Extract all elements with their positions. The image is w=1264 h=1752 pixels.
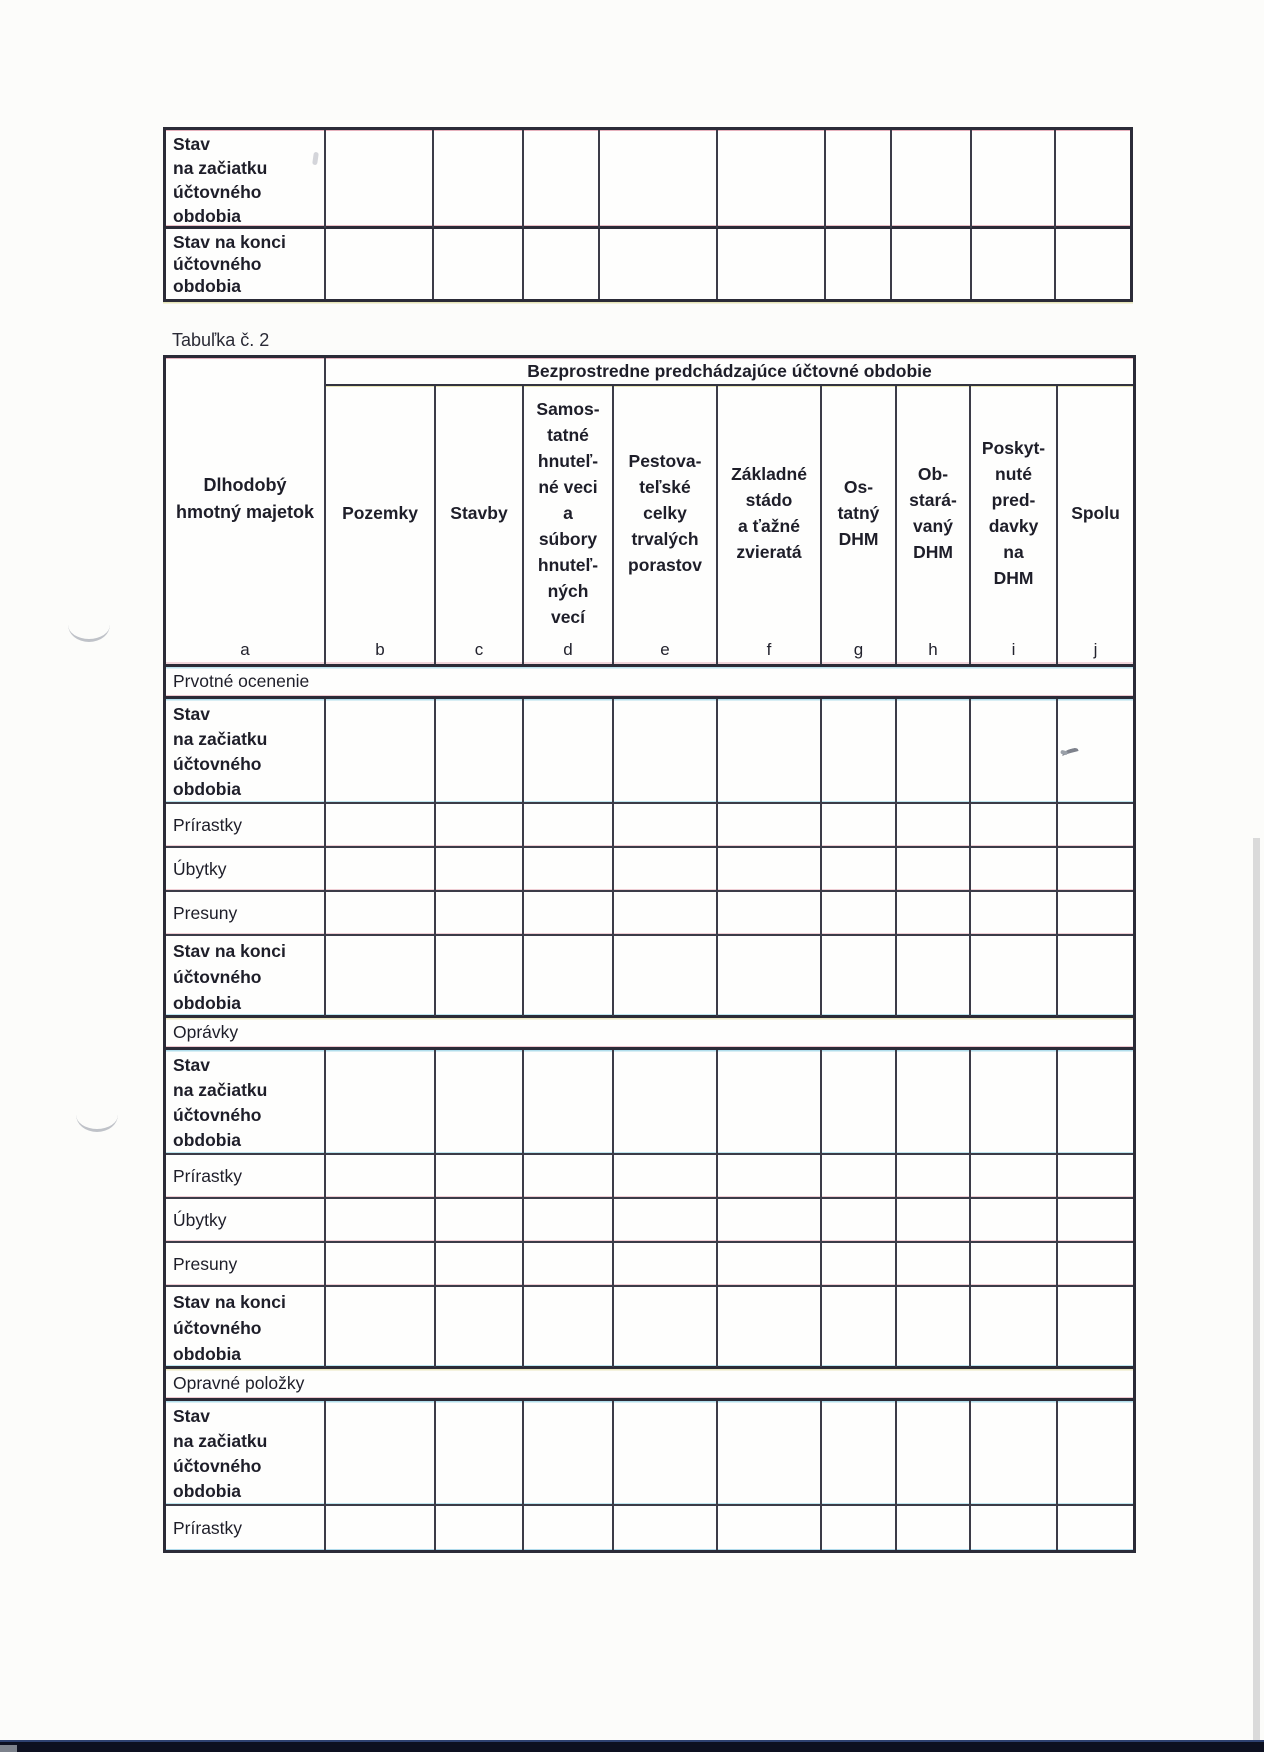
table-row [166, 699, 1133, 804]
empty-data-cell [897, 848, 971, 890]
empty-data-cell [822, 1243, 897, 1285]
empty-data-cell [1056, 130, 1130, 228]
empty-data-cell [897, 1155, 971, 1197]
empty-data-cell [436, 699, 524, 802]
empty-data-cell [897, 1199, 971, 1241]
empty-data-cell [434, 229, 524, 299]
column-headers-row [326, 386, 1133, 664]
empty-data-cell [718, 130, 826, 228]
empty-data-cell [892, 130, 972, 228]
empty-data-cell [1058, 1155, 1133, 1197]
empty-data-cell [718, 1155, 822, 1197]
section-title-row: Opravné položky [166, 1369, 1133, 1401]
column-header-cell [718, 386, 822, 664]
empty-data-cell [971, 892, 1058, 934]
empty-data-cell [524, 848, 614, 890]
empty-data-cell [971, 699, 1058, 802]
empty-data-cell [1058, 1506, 1133, 1550]
column-header-label: Základné stádo a ťažné zvieratá [731, 464, 807, 562]
table-row [166, 1155, 1133, 1199]
empty-data-cell [326, 936, 436, 1016]
empty-data-cell [436, 1199, 524, 1241]
empty-data-cell [971, 936, 1058, 1016]
empty-data-cell [897, 1050, 971, 1153]
empty-data-cell [614, 848, 718, 890]
column-letter: e [660, 640, 670, 659]
empty-data-cell [1058, 1050, 1133, 1153]
column-header-cell [822, 386, 897, 664]
empty-data-cell [614, 1401, 718, 1504]
empty-data-cell [822, 936, 897, 1016]
empty-data-cell [524, 892, 614, 934]
column-header-cell [1058, 386, 1133, 664]
column-header-a-label: Dlhodobý hmotný majetok [175, 475, 315, 522]
empty-data-cell [326, 1401, 436, 1504]
column-letter: j [1093, 640, 1098, 659]
column-header-label: Pozemky [342, 503, 418, 523]
column-letter: d [563, 640, 573, 659]
empty-data-cell [1058, 1243, 1133, 1285]
empty-data-cell [614, 1287, 718, 1367]
empty-data-cell [718, 892, 822, 934]
row-label-cell: Stav na začiatku účtovného obdobia [166, 699, 326, 802]
main-table-header [166, 358, 1133, 667]
column-header-label: Spolu [1071, 503, 1120, 523]
empty-data-cell [614, 936, 718, 1016]
empty-data-cell [971, 848, 1058, 890]
empty-data-cell [718, 848, 822, 890]
empty-data-cell [524, 229, 600, 299]
empty-data-cell [1058, 1401, 1133, 1504]
empty-data-cell [524, 699, 614, 802]
table2-caption: Tabuľka č. 2 [172, 330, 270, 350]
empty-data-cell [822, 892, 897, 934]
period-columns-group [326, 358, 1133, 664]
top-table [163, 127, 1133, 302]
empty-data-cell [326, 1243, 436, 1285]
column-header-cell [436, 386, 524, 664]
empty-data-cell [436, 936, 524, 1016]
empty-data-cell [600, 229, 718, 299]
empty-data-cell [718, 1050, 822, 1153]
empty-data-cell [971, 1506, 1058, 1550]
top-table-body [166, 130, 1130, 299]
empty-data-cell [1058, 804, 1133, 846]
column-letter: f [766, 640, 772, 659]
empty-data-cell [718, 1401, 822, 1504]
empty-data-cell [436, 804, 524, 846]
empty-data-cell [1058, 1199, 1133, 1241]
empty-data-cell [326, 1287, 436, 1367]
empty-data-cell [524, 130, 600, 228]
scan-edge-shadow [1253, 838, 1260, 1743]
empty-data-cell [524, 1243, 614, 1285]
empty-data-cell [822, 1050, 897, 1153]
empty-data-cell [326, 699, 436, 802]
pencil-arc-artifact [76, 1112, 118, 1132]
row-label-cell: Prírastky [166, 804, 326, 846]
empty-data-cell [436, 1401, 524, 1504]
column-header-a [166, 358, 326, 664]
empty-data-cell [326, 1155, 436, 1197]
row-label-cell: Stav na konci účtovného obdobia [166, 936, 326, 1016]
empty-data-cell [971, 1287, 1058, 1367]
table-row [166, 1243, 1133, 1287]
scan-edge-bar [0, 1740, 1264, 1752]
table-row [166, 1050, 1133, 1155]
empty-data-cell [326, 848, 436, 890]
empty-data-cell [524, 1506, 614, 1550]
table-row [166, 1199, 1133, 1243]
row-label-cell: Prírastky [166, 1155, 326, 1197]
empty-data-cell [436, 1243, 524, 1285]
empty-data-cell [614, 699, 718, 802]
section-title-row: Oprávky [166, 1018, 1133, 1050]
empty-data-cell [822, 699, 897, 802]
table-row [166, 130, 1130, 229]
scan-bar-notch [0, 1745, 17, 1752]
empty-data-cell [718, 1199, 822, 1241]
empty-data-cell [1058, 892, 1133, 934]
empty-data-cell [614, 1243, 718, 1285]
empty-data-cell [822, 1506, 897, 1550]
empty-data-cell [971, 804, 1058, 846]
empty-data-cell [614, 804, 718, 846]
empty-data-cell [1058, 936, 1133, 1016]
empty-data-cell [436, 1506, 524, 1550]
empty-data-cell [718, 1506, 822, 1550]
empty-data-cell [822, 1199, 897, 1241]
empty-data-cell [718, 699, 822, 802]
empty-data-cell [1056, 229, 1130, 299]
empty-data-cell [822, 848, 897, 890]
row-label-cell: Stav na začiatku účtovného obdobia [166, 130, 326, 228]
main-table-body [166, 667, 1133, 1550]
column-header-cell [326, 386, 436, 664]
empty-data-cell [614, 1050, 718, 1153]
empty-data-cell [826, 229, 892, 299]
empty-data-cell [897, 699, 971, 802]
pencil-arc-artifact [68, 622, 110, 642]
main-table [163, 355, 1136, 1553]
table-row [166, 1287, 1133, 1369]
column-letter: i [1011, 640, 1016, 659]
empty-data-cell [326, 130, 434, 228]
empty-data-cell [897, 936, 971, 1016]
row-label-cell: Úbytky [166, 848, 326, 890]
row-label-cell: Prírastky [166, 1506, 326, 1550]
empty-data-cell [971, 1155, 1058, 1197]
column-header-cell [971, 386, 1058, 664]
empty-data-cell [614, 892, 718, 934]
column-letter: c [474, 640, 484, 659]
empty-data-cell [614, 1199, 718, 1241]
empty-data-cell [718, 1243, 822, 1285]
empty-data-cell [822, 1287, 897, 1367]
empty-data-cell [826, 130, 892, 228]
empty-data-cell [897, 1401, 971, 1504]
empty-data-cell [326, 892, 436, 934]
empty-data-cell [971, 1243, 1058, 1285]
empty-data-cell [897, 892, 971, 934]
column-header-label: Poskyt- nuté pred- davky na DHM [981, 438, 1046, 588]
empty-data-cell [1058, 1287, 1133, 1367]
section-title-row: Prvotné ocenenie [166, 667, 1133, 699]
empty-data-cell [972, 229, 1056, 299]
period-header-cell: Bezprostredne predchádzajúce účtovné obdobie [326, 358, 1133, 386]
table-row [166, 848, 1133, 892]
empty-data-cell [892, 229, 972, 299]
table-row [166, 1401, 1133, 1506]
column-header-cell [614, 386, 718, 664]
column-header-cell [524, 386, 614, 664]
empty-data-cell [971, 1050, 1058, 1153]
empty-data-cell [718, 1287, 822, 1367]
empty-data-cell [971, 1199, 1058, 1241]
empty-data-cell [326, 804, 436, 846]
empty-data-cell [972, 130, 1056, 228]
empty-data-cell [436, 892, 524, 934]
empty-data-cell [524, 1199, 614, 1241]
empty-data-cell [436, 1050, 524, 1153]
column-header-label: Ob- stará- vaný DHM [909, 464, 957, 562]
empty-data-cell [524, 1401, 614, 1504]
empty-data-cell [326, 229, 434, 299]
column-letter: g [853, 640, 864, 659]
empty-data-cell [524, 936, 614, 1016]
table-row [166, 804, 1133, 848]
empty-data-cell [718, 229, 826, 299]
row-label-cell: Presuny [166, 1243, 326, 1285]
row-label-cell: Stav na konci účtovného obdobia [166, 1287, 326, 1367]
column-header-cell [897, 386, 971, 664]
row-label-cell: Stav na začiatku účtovného obdobia [166, 1401, 326, 1504]
empty-data-cell [718, 804, 822, 846]
row-label-cell: Presuny [166, 892, 326, 934]
empty-data-cell [326, 1050, 436, 1153]
column-header-label: Stavby [450, 503, 508, 523]
empty-data-cell [524, 1050, 614, 1153]
empty-data-cell [897, 804, 971, 846]
empty-data-cell [434, 130, 524, 228]
table-row [166, 936, 1133, 1018]
empty-data-cell [524, 1287, 614, 1367]
empty-data-cell [822, 804, 897, 846]
empty-data-cell [436, 1287, 524, 1367]
empty-data-cell [600, 130, 718, 228]
row-label-cell: Stav na konci účtovného obdobia [166, 229, 326, 299]
table-row [166, 892, 1133, 936]
empty-data-cell [436, 1155, 524, 1197]
empty-data-cell [326, 1506, 436, 1550]
column-header-label: Samos- tatné hnuteľ- né veci a súbory hnuteľ- ných vecí [536, 399, 600, 627]
empty-data-cell [524, 804, 614, 846]
row-label-cell: Úbytky [166, 1199, 326, 1241]
row-label-cell: Stav na začiatku účtovného obdobia [166, 1050, 326, 1153]
table-row [166, 1506, 1133, 1550]
empty-data-cell [524, 1155, 614, 1197]
column-header-label: Pestova- teľské celky trvalých porastov [628, 451, 702, 575]
empty-data-cell [822, 1401, 897, 1504]
empty-data-cell [436, 848, 524, 890]
empty-data-cell [326, 1199, 436, 1241]
empty-data-cell [614, 1506, 718, 1550]
empty-data-cell [614, 1155, 718, 1197]
empty-data-cell [1058, 848, 1133, 890]
empty-data-cell [897, 1243, 971, 1285]
empty-data-cell [718, 936, 822, 1016]
column-letter-a: a [240, 640, 250, 659]
table-row [166, 229, 1130, 299]
column-header-label: Os- tatný DHM [837, 477, 880, 549]
empty-data-cell [971, 1401, 1058, 1504]
column-letter: b [375, 640, 385, 659]
empty-data-cell [897, 1287, 971, 1367]
column-letter: h [928, 640, 938, 659]
empty-data-cell [897, 1506, 971, 1550]
empty-data-cell [822, 1155, 897, 1197]
